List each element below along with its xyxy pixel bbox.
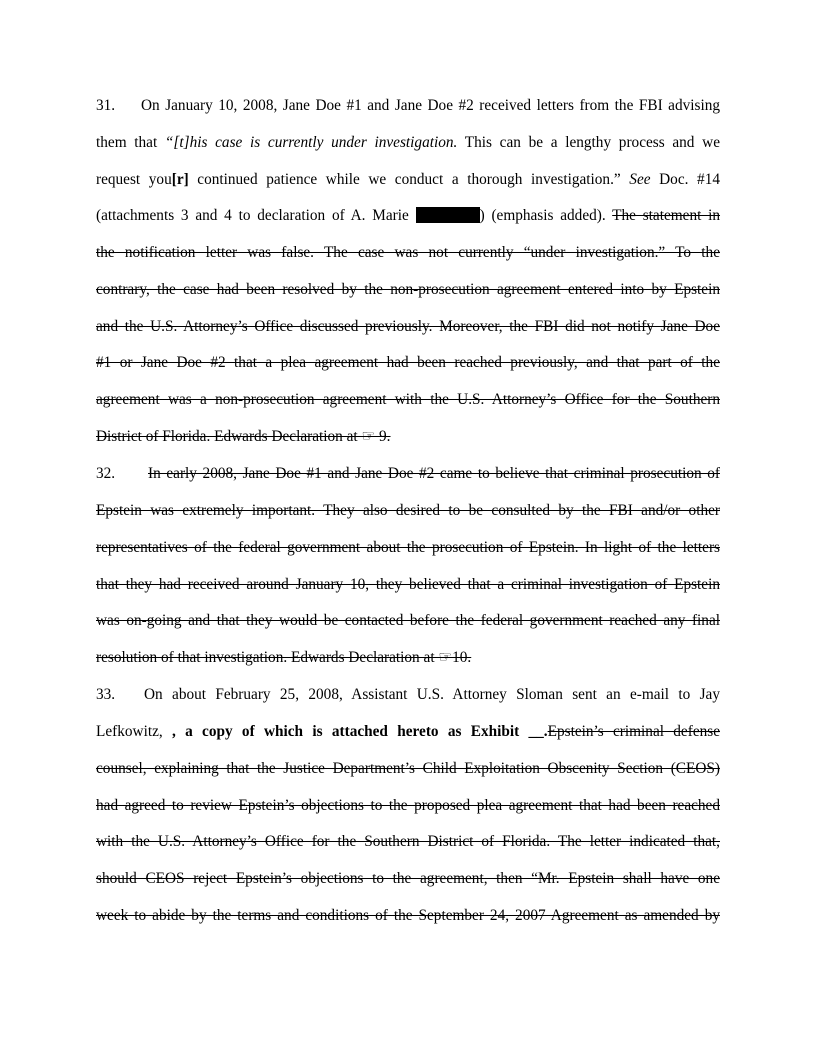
p33-line-1-text: On about February 25, 2008, Assistant U.S. Attorney Sloman sent an e-mail to Jay — [144, 686, 720, 703]
p31-line-2-b: This can be a lengthy process and we — [457, 134, 720, 151]
p31-bold-r: [r] — [171, 171, 189, 188]
p31-line-5: the notification letter was false. The case was not currently “under investigation.” To the — [96, 244, 720, 261]
p33-line-3: counsel, explaining that the Justice Department’s Child Exploitation Obscenity Section (CEOS) — [96, 760, 720, 777]
p33-line-6: should CEOS reject Epstein’s objections to the agreement, then “Mr. Epstein shall have one — [96, 870, 720, 887]
p32-number: 32. — [96, 465, 116, 482]
p31-line-8: #1 or Jane Doe #2 that a plea agreement had been reached previously, and that part of the — [96, 354, 720, 371]
p32-line-1-text: In early 2008, Jane Doe #1 and Jane Doe #2 came to believe that criminal prosecution of — [148, 465, 720, 482]
p33-exhibit-insert: , a copy of which is attached hereto as Exhibit __. — [171, 723, 548, 740]
p33-line-5: with the U.S. Attorney’s Office for the Southern District of Florida. The letter indicated that, — [96, 833, 720, 850]
p31-line-2-a: them that — [96, 134, 165, 151]
p31-line-1 — [96, 96, 720, 116]
p31-line-3-c: Doc. #14 — [650, 171, 720, 188]
p33-line-4: had agreed to review Epstein’s objections to the proposed plea agreement that had been reached — [96, 797, 720, 814]
p33-line-1 — [96, 685, 720, 705]
redaction-box — [416, 207, 480, 223]
p31-line-4-struck: The statement in — [612, 207, 721, 224]
p33-line-2-a: Lefkowitz, — [96, 723, 172, 740]
p33-line-2-struck: Epstein’s criminal defense — [547, 723, 720, 740]
p31-line-2 — [96, 133, 720, 153]
p32-line-1 — [96, 464, 720, 484]
p31-line-4-b: ) (emphasis added). — [479, 207, 613, 224]
p31-line-4-a: (attachments 3 and 4 to declaration of A. Marie — [96, 207, 416, 224]
p31-line-9: agreement was a non-prosecution agreement with the U.S. Attorney’s Office for the Southern — [96, 391, 720, 408]
p31-number: 31. — [96, 97, 116, 114]
p31-line-3-a: request you — [96, 171, 172, 188]
p32-line-3: representatives of the federal government about the prosecution of Epstein. In light of the letters — [96, 539, 720, 556]
p33-line-7: week to abide by the terms and conditions of the September 24, 2007 Agreement as amended by — [96, 907, 720, 924]
p32-line-6: resolution of that investigation. Edwards Declaration at ☞10. — [96, 649, 472, 666]
p33-line-2 — [96, 722, 720, 742]
p31-line-7: and the U.S. Attorney’s Office discussed previously. Moreover, the FBI did not notify Jane Doe — [96, 318, 720, 335]
p31-line-1-text: On January 10, 2008, Jane Doe #1 and Jane Doe #2 received letters from the FBI advising — [141, 97, 720, 114]
p32-line-2: Epstein was extremely important. They also desired to be consulted by the FBI and/or other — [96, 502, 720, 519]
p31-line-3-b: continued patience while we conduct a thorough investigation.” — [188, 171, 630, 188]
p31-see: See — [629, 171, 651, 188]
p31-italic-quote: “[t]his case is currently under investigation. — [164, 134, 458, 151]
p31-line-4 — [96, 206, 720, 226]
p31-line-10: District of Florida. Edwards Declaration at ☞ 9. — [96, 428, 391, 445]
p31-line-3 — [96, 170, 720, 190]
p32-line-4: that they had received around January 10, they believed that a criminal investigation of Epstein — [96, 576, 720, 593]
p33-number: 33. — [96, 686, 116, 703]
p31-line-6: contrary, the case had been resolved by the non-prosecution agreement entered into by Epstein — [96, 281, 720, 298]
p32-line-5: was on-going and that they would be contacted before the federal government reached any final — [96, 612, 720, 629]
